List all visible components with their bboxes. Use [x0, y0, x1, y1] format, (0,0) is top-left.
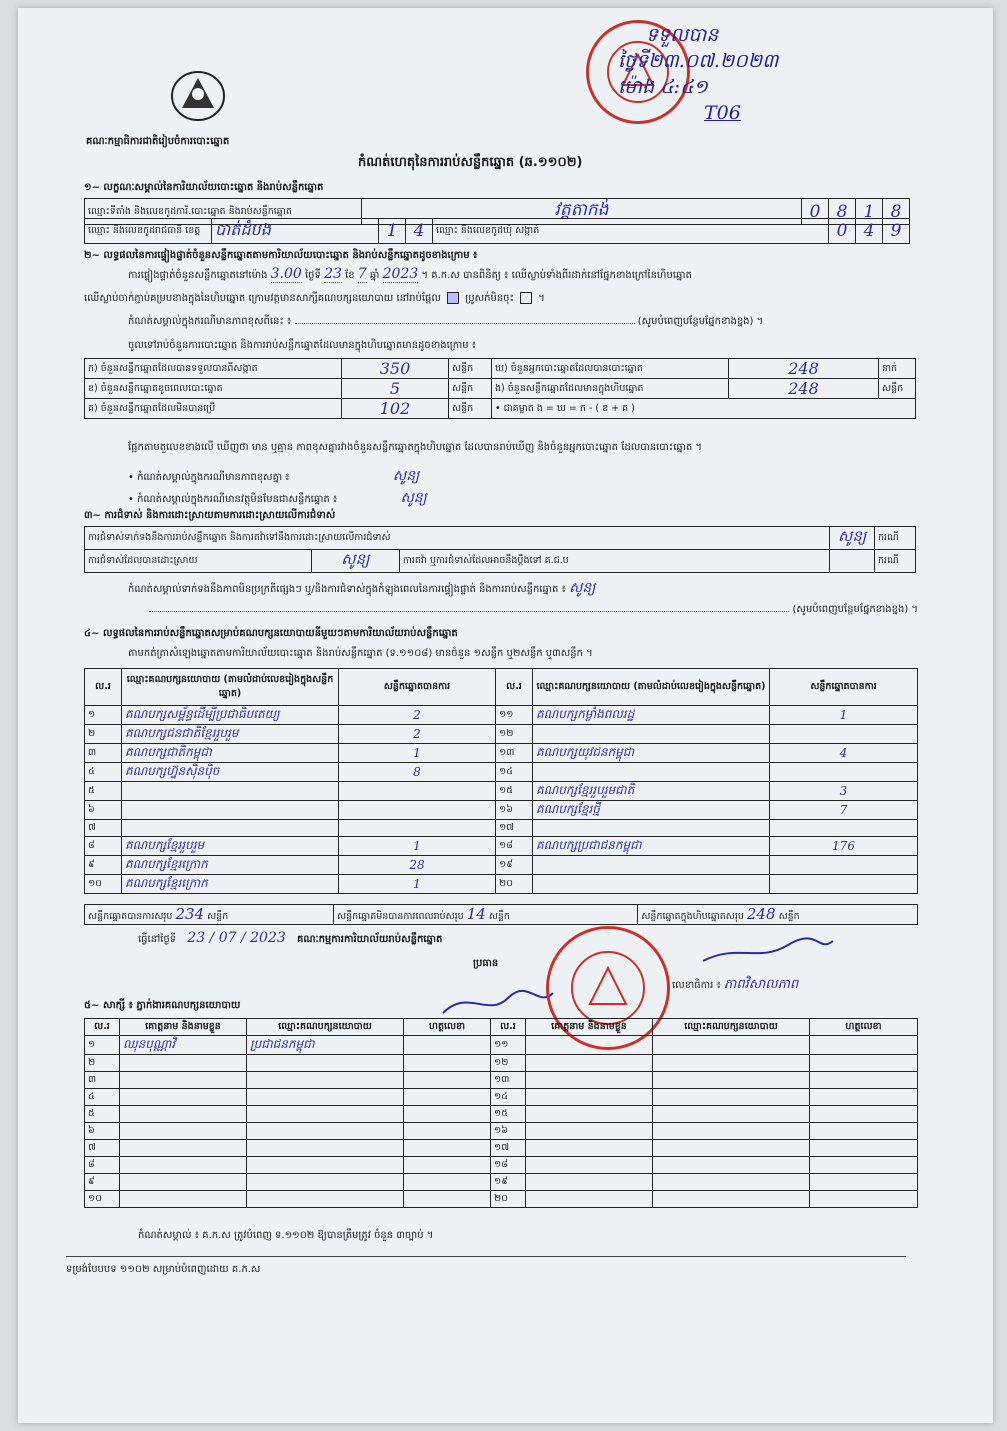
witness-name: ឈុនបុណ្ណាវិ [120, 1036, 247, 1055]
party-votes: 7 [770, 801, 918, 820]
witness-name [120, 1174, 247, 1191]
party-votes: 2 [339, 706, 496, 725]
section4-title: ៤~ លទ្ធផលនៃការរាប់សន្លឹកឆ្នោតសម្រាប់គណបក្សនយោបាយនីមួយៗតាមការិយាល័យរាប់សន្លឹកឆ្នោត [84, 628, 458, 639]
total-box-cell [638, 905, 918, 925]
row-no: ១៨ [491, 1157, 526, 1174]
row-no: ១៦ [496, 801, 533, 820]
row-no: ១០ [85, 1191, 120, 1208]
witness-signature [404, 1072, 491, 1089]
row-no: ១៨ [496, 837, 533, 856]
row-no: ២ [85, 1055, 120, 1072]
nec-logo [168, 68, 228, 124]
row-c-unit: សន្លឹក [449, 399, 492, 419]
party-results-table [84, 668, 918, 894]
party-name [533, 875, 770, 894]
row-a-unit: សន្លឹក [449, 359, 492, 379]
col-party: ឈ្មោះគណបក្សនយោបាយ [247, 1019, 404, 1036]
witness-party [247, 1191, 404, 1208]
section3-fill-text: (សូមបំពេញបន្ថែមផ្នែកខាងខ្នង) ។ [792, 604, 918, 615]
row-c-value: 102 [342, 399, 449, 419]
complaints-row1-unit: ករណី [875, 527, 916, 550]
fill-note: (សូមបំពេញបន្ថែមផ្នែកខាងខ្នង) ។ [637, 316, 764, 327]
total-valid-unit: សន្លឹក [207, 911, 229, 922]
total-box-label: សន្លឹកឆ្នោតក្នុងហិបឆ្នោតសរុប [641, 911, 744, 922]
col-no: ល.រ [85, 1019, 120, 1036]
party-votes [770, 856, 918, 875]
col-no: ល.រ [491, 1019, 526, 1036]
committee-signature [698, 933, 838, 973]
irregularities-value: សូន្យ [569, 580, 596, 596]
section4-intro-text: តាមកត់ត្រាសំឡេងឆ្នោតតាមការិយាល័យបោះឆ្នោត និងរាប់សន្លឹកឆ្នោត (ទ.១១០៨) មានចំនួន ១សន្លឹក ឬ២សន្លឹក ឬ៣សន្លឹក ។ [128, 648, 593, 659]
witness-signature [810, 1089, 918, 1106]
witness-party [247, 1055, 404, 1072]
row-no: ១៣ [496, 744, 533, 763]
section3-fill-note [84, 602, 918, 617]
party-votes: 1 [770, 706, 918, 725]
party-votes [339, 801, 496, 820]
col-party: ឈ្មោះគណបក្សនយោបាយ (តាមលំដាប់លេខរៀងក្នុងសន្លឹកឆ្នោត) [533, 669, 770, 706]
section1-table-row2 [84, 218, 910, 244]
witness-signature [404, 1191, 491, 1208]
witness-party [247, 1089, 404, 1106]
party-votes: 28 [339, 856, 496, 875]
party-name: គណបក្សជាតិកម្ពុជា [122, 744, 339, 763]
table-row [85, 744, 918, 763]
verification-time: 3.00 [270, 266, 302, 282]
site-name-label: ឈ្មោះទីតាំង និងលេខកូដការិ.បោះឆ្នោត និងរាប់សន្លឹកឆ្នោត [85, 199, 362, 225]
witness-name [120, 1089, 247, 1106]
party-name [122, 801, 339, 820]
party-votes [339, 820, 496, 837]
row-no: ៤ [85, 763, 122, 782]
witness-name [526, 1072, 653, 1089]
verification-line-1 [128, 266, 918, 283]
witness-name [526, 1191, 653, 1208]
party-name: គណបក្សខ្មែរក្រោក [122, 856, 339, 875]
witness-signature [404, 1089, 491, 1106]
total-invalid-unit: សន្លឹក [488, 911, 510, 922]
commune-code-digit: 0 [829, 219, 856, 244]
received-code: T06 [704, 102, 741, 124]
witness-signature [810, 1191, 918, 1208]
row-a-label: ក) ចំនួនសន្លឹកឆ្នោតដែលបានទទួលបានពីសង្កាត [85, 359, 342, 379]
witness-signature [810, 1123, 918, 1140]
table-row [85, 725, 918, 744]
witness-name [526, 1140, 653, 1157]
checkbox-checked[interactable] [447, 292, 459, 304]
site-code-digit: 1 [856, 199, 883, 225]
row-no: ៦ [85, 801, 122, 820]
party-name: គណបក្សកម្លាំងពលរដ្ឋ [533, 706, 770, 725]
total-box-value: 248 [746, 905, 776, 923]
bullet-difference [128, 466, 918, 487]
party-votes: 8 [339, 763, 496, 782]
witness-party [653, 1123, 810, 1140]
party-votes: 1 [339, 875, 496, 894]
bullet2-value: សូន្យ [400, 490, 427, 506]
section3-title: ៣~ ការជំទាស់ និងការដោះស្រាយតាមការដោះស្រាយលើការជំទាស់ [84, 510, 336, 521]
table-row [85, 1036, 918, 1055]
row-no: ៤ [85, 1089, 120, 1106]
table-row [85, 837, 918, 856]
row-no: ១ [85, 706, 122, 725]
note-label: កំណត់សម្គាល់ក្នុងករណីមានភាពខុសពីនេះ ៖ [128, 316, 292, 327]
witness-party [247, 1140, 404, 1157]
witness-signature [810, 1157, 918, 1174]
table-row [85, 875, 918, 894]
party-votes: 2 [339, 725, 496, 744]
verification-text-e: ។ គ.ក.ស បានពិនិត្យ ៖ ឈើស្លាប់ទាំងពីរដាក់នៅផ្នែកខាងក្រៅនៃហិបឆ្នោត [421, 270, 692, 281]
province-code-digit: 4 [406, 219, 433, 244]
witness-signature [404, 1123, 491, 1140]
witness-signature [404, 1174, 491, 1191]
row-no: ៨ [85, 1157, 120, 1174]
col-name: គោត្តនាម និងនាមខ្លួន [526, 1019, 653, 1036]
row-e-unit: សន្លឹក [879, 379, 916, 399]
party-name [533, 763, 770, 782]
party-name: គណបក្សខ្មែរថ្មី [533, 801, 770, 820]
verification-text-a: ការផ្ទៀងផ្ទាត់ចំនួនសន្លឹកឆ្នោតនៅម៉ោង [128, 270, 268, 281]
verification-year: 2023 [382, 266, 419, 282]
witness-party [653, 1036, 810, 1055]
total-invalid-cell [334, 905, 638, 925]
site-code-digit: 8 [829, 199, 856, 225]
checkbox-empty[interactable] [520, 292, 532, 304]
received-note [618, 22, 818, 126]
total-valid-label: សន្លឹកឆ្នោតបានការសរុប [88, 911, 173, 922]
discrepancy-note-line [128, 314, 918, 329]
verification-day: 23 [324, 266, 342, 282]
row-no: ១៦ [491, 1123, 526, 1140]
witness-party [653, 1140, 810, 1157]
witness-party [653, 1191, 810, 1208]
party-votes [770, 875, 918, 894]
witness-name [120, 1055, 247, 1072]
party-name [122, 782, 339, 801]
witness-name [526, 1106, 653, 1123]
org-name: គណៈកម្មាធិការជាតិរៀបចំការបោះឆ្នោត [86, 136, 230, 147]
row-no: ៩ [85, 856, 122, 875]
col-sign: ហត្ថលេខា [404, 1019, 491, 1036]
col-votes: សន្លឹកឆ្នោតបានការ [339, 669, 496, 706]
witness-name [120, 1123, 247, 1140]
province-label: ឈ្មោះ និងលេខកូដរាជធានី ខេត្ត [85, 219, 212, 244]
col-votes: សន្លឹកឆ្នោតបានការ [770, 669, 918, 706]
witness-table [84, 1018, 918, 1208]
chair-signature [438, 983, 558, 1023]
col-name: គោត្តនាម និងនាមខ្លួន [120, 1019, 247, 1036]
section3-blank [149, 611, 789, 612]
witness-name [526, 1036, 653, 1055]
table-row [85, 763, 918, 782]
site-code-digit: 0 [802, 199, 829, 225]
province-value: បាត់ដំបង [212, 219, 379, 244]
witness-party [653, 1157, 810, 1174]
document-page [18, 8, 993, 1423]
witness-party [247, 1072, 404, 1089]
total-valid-value: 234 [175, 905, 205, 923]
witness-name [526, 1055, 653, 1072]
row-no: ២០ [496, 875, 533, 894]
witness-name [120, 1106, 247, 1123]
received-time: ម៉ោង ៤:៤១ [618, 76, 708, 98]
complaints-row2-unit: ករណី [875, 550, 916, 573]
party-name: គណបក្សសម្ព័ន្ធដើម្បីប្រជាធិបតេយ្យ [122, 706, 339, 725]
row-no: ១១ [496, 706, 533, 725]
row-no: ១៩ [496, 856, 533, 875]
table-row [85, 1123, 918, 1140]
party-name: គណបក្សជនជាតិខ្មែររួបរួម [122, 725, 339, 744]
witness-signature [404, 1157, 491, 1174]
bullet-foreign-objects [128, 488, 918, 509]
section1-title: ១~ លក្ខណៈសម្គាល់នៃការិយាល័យបោះឆ្នោត និងរាប់សន្លឹកឆ្នោត [84, 182, 324, 193]
chair-label: ប្រធាន [473, 958, 499, 969]
witness-party [653, 1174, 810, 1191]
party-votes [770, 763, 918, 782]
witness-name [526, 1089, 653, 1106]
verification-text-2: ឈើស្លាប់ចាក់ភ្ជាប់គម្របខាងក្នុងនៃហិបឆ្នោត ក្រោមវត្តមានសាក្សីគណបក្សនយោបាយ នៅរាប់ផ្ដែល [84, 293, 441, 304]
witness-name [120, 1140, 247, 1157]
verification-month: 7 [357, 266, 367, 282]
province-code-digit: 1 [379, 219, 406, 244]
row-no: ៣ [85, 1072, 120, 1089]
party-name: គណបក្សប្រជាជនកម្ពុជា [533, 837, 770, 856]
row-d-label: ឃ) ចំនួនអ្នកបោះឆ្នោតដែលបានបោះឆ្នោត [492, 359, 729, 379]
ballot-count-table [84, 358, 916, 419]
party-name [533, 725, 770, 744]
option-label: ប្រូសក់មិនចុះ [465, 293, 514, 304]
table-row [85, 820, 918, 837]
row-no: ២០ [491, 1191, 526, 1208]
row-no: ៥ [85, 1106, 120, 1123]
party-votes [770, 820, 918, 837]
irregularities-label: កំណត់សម្គាល់ទាក់ទងនឹងភាពមិនប្រក្រតីផ្សេងៗ ឬ/និងការជំទាស់ក្នុងកំឡុងពេលនៃការផ្ទៀងផ្ទាត់ និងការរាប់សន្លឹកឆ្នោត ៖ [128, 584, 566, 595]
witness-signature [810, 1140, 918, 1157]
totals-table [84, 904, 918, 925]
row-no: ១១ [491, 1036, 526, 1055]
witness-name [120, 1191, 247, 1208]
total-invalid-label: សន្លឹកឆ្នោតមិនបានការពេលរាប់សរុប [337, 911, 464, 922]
note-blank [295, 323, 635, 324]
party-name [122, 820, 339, 837]
row-b-unit: សន្លឹក [449, 379, 492, 399]
row-no: ១៧ [496, 820, 533, 837]
row-no: ១០ [85, 875, 122, 894]
witness-signature [810, 1106, 918, 1123]
witness-signature [810, 1055, 918, 1072]
witness-signature [810, 1072, 918, 1089]
verification-line-2: ឈើស្លាប់ចាក់ភ្ជាប់គម្របខាងក្នុងនៃហិបឆ្នោត ក្រោមវត្តមានសាក្សីគណបក្សនយោបាយ នៅរាប់ផ្ដែល ប្រូសក់មិនចុះ ។ [84, 293, 545, 304]
witness-name [526, 1123, 653, 1140]
footer-ref: ទម្រង់បែបបទ ១១០២ សម្រាប់បំពេញដោយ គ.ក.ស [66, 1264, 261, 1275]
commune-code-digit: 4 [856, 219, 883, 244]
secretary-line [672, 976, 798, 995]
row-no: ១៧ [491, 1140, 526, 1157]
row-no: ១ [85, 1036, 120, 1055]
table-row [85, 856, 918, 875]
signing-line [138, 930, 442, 947]
witness-name [120, 1157, 247, 1174]
row-no: ៩ [85, 1174, 120, 1191]
witness-signature [404, 1140, 491, 1157]
site-name-value: វត្តតាកង់ [362, 199, 802, 225]
witness-signature [404, 1055, 491, 1072]
party-name: គណបក្សខ្មែរក្រោក [122, 875, 339, 894]
row-b-value: 5 [342, 379, 449, 399]
bullet2-label: • កំណត់សម្គាល់ក្នុងករណីមានវត្ថុមិនមែនជាសន្លឹកឆ្នោត ៖ [128, 494, 338, 505]
verification-text-d: ឆ្នាំ [369, 270, 380, 281]
witness-party: ប្រជាជនកម្ពុជា [247, 1036, 404, 1055]
row-no: ៨ [85, 837, 122, 856]
col-party: ឈ្មោះគណបក្សនយោបាយ [653, 1019, 810, 1036]
row-no: ៣ [85, 744, 122, 763]
witness-name [526, 1174, 653, 1191]
row-no: ១៥ [491, 1106, 526, 1123]
footer-note: កំណត់សម្គាល់ ៖ គ.ក.ស ត្រូវបំពេញ ទ.១១០២ ឱ្យបានត្រឹមត្រូវ ចំនួន ៣ច្បាប់ ។ [138, 1230, 434, 1241]
complaints-table [84, 526, 916, 573]
complaints-row2-label2: ការតវ៉ា ឬការជំទាស់ដែលអាចនឹងប្តឹងទៅ គ.ជ.ប [399, 550, 830, 573]
row-no: ៧ [85, 820, 122, 837]
table-row [85, 1191, 918, 1208]
footer-divider [66, 1256, 906, 1257]
section2-title: ២~ លទ្ធផលនៃការផ្ទៀងផ្ទាត់ចំនួនសន្លឹកឆ្នោតតាមការិយាល័យបោះឆ្នោត និងរាប់សន្លឹកឆ្នោតដូចខាងក្រោម ៖ [84, 250, 478, 261]
table-row [85, 1055, 918, 1072]
discrepancy-statement: ផ្អែកតាមតួលេខខាងលើ ឃើញថា មាន ឬគ្មាន ភាពខុសគ្នារវាងចំនួនសន្លឹកឆ្នោតក្នុងហិបឆ្នោត ដែលបានរាប់ឃើញ និងចំនួនអ្នកបោះឆ្នោត ដែលបានបោះឆ្នោត ។ [128, 442, 703, 453]
table-row [85, 801, 918, 820]
complaints-row1-value: សូន្យ [830, 527, 875, 550]
page-title: កំណត់ហេតុនៃការរាប់សន្លឹកឆ្នោត (ឆ.១១០២) [358, 155, 583, 170]
witness-signature [810, 1036, 918, 1055]
witness-signature [404, 1106, 491, 1123]
table-row [85, 1157, 918, 1174]
table-row [85, 1072, 918, 1089]
witness-signature [404, 1036, 491, 1055]
row-d-unit: នាក់ [879, 359, 916, 379]
row-no: ១២ [496, 725, 533, 744]
witness-party [247, 1123, 404, 1140]
party-name: គណបក្សខ្មែររួបរួម [122, 837, 339, 856]
row-c-label: គ) ចំនួនសន្លឹកឆ្នោតដែលមិនបានប្រើ [85, 399, 342, 419]
row-e-value: 248 [729, 379, 879, 399]
formula: • ជាគម្លាត ង = ឃ = ក - ( ខ + គ ) [492, 399, 916, 419]
witness-party [653, 1089, 810, 1106]
row-no: ៦ [85, 1123, 120, 1140]
party-votes: 1 [339, 837, 496, 856]
complaints-row1-label: ការជំទាស់ទាក់ទងនឹងការរាប់សន្លឹកឆ្នោត និងការតវ៉ាទៅនឹងការដោះស្រាយលើការជំទាស់ [85, 527, 830, 550]
table-row [85, 1106, 918, 1123]
verification-text-b: ថ្ងៃទី [305, 270, 321, 281]
received-label: ទទួលបាន [646, 24, 719, 46]
bullet1-value: សូន្យ [392, 468, 420, 484]
section5-title: ៥~ សាក្សី ៖ ភ្នាក់ងារគណបក្សនយោបាយ [84, 1000, 241, 1011]
committee-label: គណៈកម្មការការិយាល័យរាប់សន្លឹកឆ្នោត [296, 934, 443, 945]
total-box-unit: សន្លឹក [778, 911, 800, 922]
party-name: គណបក្សហ្វ៊ុនស៊ិនប៉ិច [122, 763, 339, 782]
row-a-value: 350 [342, 359, 449, 379]
party-votes [770, 725, 918, 744]
witness-party [247, 1174, 404, 1191]
total-valid-cell [85, 905, 334, 925]
rows-intro: ចូលទៅរាប់ចំនួនការបោះឆ្នោត និងការរាប់សន្លឹកឆ្នោតដែលមានក្នុងហិបឆ្នោតមានដូចខាងក្រោម ៖ [128, 340, 477, 351]
col-sign: ហត្ថលេខា [810, 1019, 918, 1036]
bullet1-label: • កំណត់សម្គាល់ក្នុងករណីមានភាពខុសគ្នា ៖ [128, 472, 290, 483]
party-rows [85, 706, 918, 894]
row-b-label: ខ) ចំនួនសន្លឹកឆ្នោតខូចពេលបោះឆ្នោត [85, 379, 342, 399]
row-no: ១៣ [491, 1072, 526, 1089]
witness-party [653, 1072, 810, 1089]
secretary-name: ភាពវិសាលភាព [724, 977, 799, 992]
witness-signature [810, 1174, 918, 1191]
witness-rows [85, 1036, 918, 1208]
witness-party [653, 1055, 810, 1072]
party-votes: 4 [770, 744, 918, 763]
total-invalid-value: 14 [466, 905, 486, 923]
col-party: ឈ្មោះគណបក្សនយោបាយ (តាមលំដាប់លេខរៀងក្នុងសន្លឹកឆ្នោត) [122, 669, 339, 706]
irregularities-note [128, 578, 918, 599]
row-no: ១២ [491, 1055, 526, 1072]
party-votes: 1 [339, 744, 496, 763]
party-name: គណបក្សយុវជនកម្ពុជា [533, 744, 770, 763]
table-row [85, 1174, 918, 1191]
row-no: ១៥ [496, 782, 533, 801]
date-label: ធ្វើនៅថ្ងៃទី [138, 934, 177, 945]
row-no: ៥ [85, 782, 122, 801]
row-no: ១៤ [496, 763, 533, 782]
complaints-row2-label: ការជំទាស់ដែលបានដោះស្រាយ [85, 550, 312, 573]
row-no: ២ [85, 725, 122, 744]
party-name [533, 856, 770, 875]
witness-name [526, 1157, 653, 1174]
received-date: ថ្ងៃទី២៣.០៧.២០២៣ [618, 50, 779, 72]
witness-party [247, 1106, 404, 1123]
table-row [85, 1140, 918, 1157]
row-e-label: ង) ចំនួនសន្លឹកឆ្នោតដែលមានក្នុងហិបឆ្នោត [492, 379, 729, 399]
complaints-row2-value: សូន្យ [312, 550, 400, 573]
table-row [85, 782, 918, 801]
party-votes: 176 [770, 837, 918, 856]
witness-party [653, 1106, 810, 1123]
row-no: ១៤ [491, 1089, 526, 1106]
col-no: ល.រ [496, 669, 533, 706]
witness-name [120, 1072, 247, 1089]
party-votes [339, 782, 496, 801]
site-code-digit: 8 [883, 199, 910, 225]
row-d-value: 248 [729, 359, 879, 379]
party-votes: 3 [770, 782, 918, 801]
table-row [85, 1089, 918, 1106]
commune-label: ឈ្មោះ និងលេខកូដឃុំ សង្កាត់ [433, 219, 829, 244]
col-no: ល.រ [85, 669, 122, 706]
commune-code-digit: 9 [883, 219, 910, 244]
verification-text-c: ខែ [345, 270, 355, 281]
party-name: គណបក្សខ្មែររួបរួមជាតិ [533, 782, 770, 801]
secretary-label: លេខាធិការ ៖ [672, 980, 721, 991]
section4-intro [128, 646, 593, 661]
witness-party [247, 1157, 404, 1174]
row-no: ៧ [85, 1140, 120, 1157]
date-value: 23 / 07 / 2023 [187, 930, 286, 946]
row-no: ១៩ [491, 1174, 526, 1191]
table-row [85, 706, 918, 725]
party-name [533, 820, 770, 837]
